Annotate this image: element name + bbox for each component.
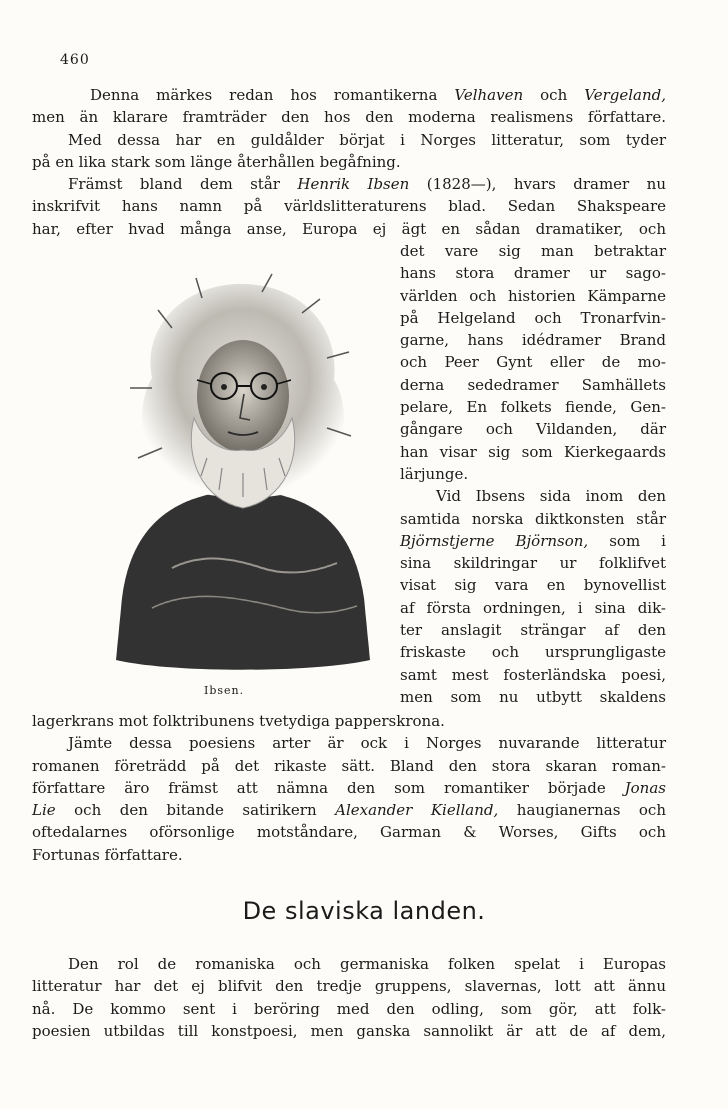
section-paragraph <box>32 953 666 1042</box>
text-line <box>32 195 666 217</box>
text-run: gångare och Vildanden, där <box>400 420 666 439</box>
text-run: visat sig vara en bynovellist <box>400 576 666 595</box>
continuation-paragraphs <box>32 710 666 866</box>
text-line <box>400 508 666 530</box>
text-line <box>400 641 666 663</box>
text-line <box>400 240 666 262</box>
text-line <box>32 844 666 866</box>
text-line <box>32 998 666 1020</box>
text-line <box>400 262 666 284</box>
text-run: oftedalarnes oförsonlige motståndare, Garman & Worses, Gifts och <box>32 823 666 842</box>
text-line <box>400 463 666 485</box>
text-run: af första ordningen, i sina dik- <box>400 598 666 617</box>
text-line <box>32 710 666 732</box>
text-line <box>400 530 666 552</box>
text-line <box>400 485 666 507</box>
text-run: Fortunas författare. <box>32 845 183 864</box>
text-run: det vare sig man betraktar <box>400 242 666 260</box>
italic-name: Lie <box>32 801 56 820</box>
text-line <box>32 84 666 106</box>
text-run: samt mest fosterländska poesi, <box>400 665 666 684</box>
text-line <box>400 686 666 708</box>
intro-paragraphs <box>32 84 666 240</box>
text-run: romanen företrädd på det rikaste sätt. Bland den stora skaran roman- <box>32 756 666 775</box>
text-line <box>400 351 666 373</box>
italic-name: Henrik Ibsen <box>297 175 410 194</box>
text-line <box>32 755 666 777</box>
text-run: författare äro främst att nämna den som romantiker började <box>32 778 625 797</box>
text-line <box>400 307 666 329</box>
text-run: samtida norska diktkonsten står <box>400 509 666 528</box>
wrapped-column-text <box>400 240 666 708</box>
text-line <box>32 799 666 821</box>
text-run: haugianernas och <box>498 801 666 820</box>
text-run: lärjunge. <box>400 464 469 483</box>
text-line <box>32 975 666 997</box>
figure-caption: Ibsen. <box>204 684 245 697</box>
italic-name: Jonas <box>624 778 666 797</box>
text-run: derna sededramer Samhällets <box>400 375 666 394</box>
text-line <box>32 732 666 754</box>
text-line <box>400 329 666 351</box>
text-run: lagerkrans mot folktribunens tvetydiga papperskrona. <box>32 712 445 730</box>
text-line <box>400 285 666 307</box>
text-line <box>400 574 666 596</box>
text-run: och den bitande satirikern <box>55 801 336 820</box>
text-run: garne, hans idédramer Brand <box>400 331 666 350</box>
portrait-of-ibsen-image <box>112 268 374 678</box>
text-run: (1828—), hvars dramer nu <box>409 175 666 194</box>
text-line <box>32 218 666 240</box>
italic-name: Alexander Kielland, <box>335 801 499 820</box>
text-run: men som nu utbytt skaldens <box>400 687 666 706</box>
text-run: som i <box>588 531 666 550</box>
text-line <box>400 619 666 641</box>
text-run: inskrifvit hans namn på världslitteraturens blad. Sedan Shakspeare <box>32 197 666 216</box>
text-run: han visar sig som Kierkegaards <box>400 442 666 461</box>
text-run: Vid Ibsens sida inom den <box>436 487 666 506</box>
text-line <box>400 664 666 686</box>
text-run: Jämte dessa poesiens arter är ock i Norges nuvarande litteratur <box>68 734 666 753</box>
italic-name: Vergeland, <box>584 86 666 104</box>
portrait-illustration <box>112 268 374 678</box>
section-heading: De slaviska landen. <box>242 897 486 925</box>
text-run: på en lika stark som länge återhållen begåfning. <box>32 152 401 171</box>
text-run: på Helgeland och Tronarfvin- <box>400 308 666 327</box>
text-line <box>400 418 666 440</box>
text-line <box>32 151 666 173</box>
text-run: sina skildringar ur folklifvet <box>400 554 666 573</box>
text-run: Den rol de romaniska och germaniska folken spelat i Europas <box>68 955 666 973</box>
text-run: nå. De kommo sent i beröring med den odling, som gör, att folk- <box>32 999 666 1018</box>
text-line <box>32 173 666 195</box>
text-run: Denna märkes redan hos romantikerna <box>90 86 455 104</box>
text-line <box>400 374 666 396</box>
text-run: men än klarare framträder den hos den moderna realismens författare. <box>32 108 666 127</box>
text-line <box>32 1020 666 1042</box>
text-run: Med dessa har en guldålder börjat i Norges litteratur, som tyder <box>68 130 666 149</box>
text-run: och Peer Gynt eller de mo- <box>400 353 666 372</box>
text-line <box>32 777 666 799</box>
text-run: världen och historien Kämparne <box>400 286 666 305</box>
text-run: och <box>523 86 585 104</box>
text-line <box>400 597 666 619</box>
text-line <box>32 106 666 128</box>
text-run: Främst bland dem står <box>68 175 298 194</box>
text-line <box>400 441 666 463</box>
text-run: pelare, En folkets fiende, Gen- <box>400 398 666 417</box>
text-line <box>32 129 666 151</box>
text-line <box>32 953 666 975</box>
text-run: litteratur har det ej blifvit den tredje gruppens, slavernas, lott att ännu <box>32 977 666 996</box>
italic-name: Björnstjerne Björnson, <box>400 531 589 550</box>
text-run: har, efter hvad många anse, Europa ej ägt en sådan dramatiker, och <box>32 219 666 238</box>
text-run: hans stora dramer ur sago- <box>400 264 666 283</box>
text-line <box>400 552 666 574</box>
text-run: friskaste och ursprungligaste <box>400 643 666 662</box>
text-line <box>32 821 666 843</box>
text-run: ter anslagit strängar af den <box>400 621 666 640</box>
page-number: 460 <box>60 52 90 68</box>
text-line <box>400 396 666 418</box>
text-run: poesien utbildas till konstpoesi, men ganska sannolikt är att de af dem, <box>32 1021 666 1040</box>
italic-name: Velhaven <box>454 86 524 104</box>
